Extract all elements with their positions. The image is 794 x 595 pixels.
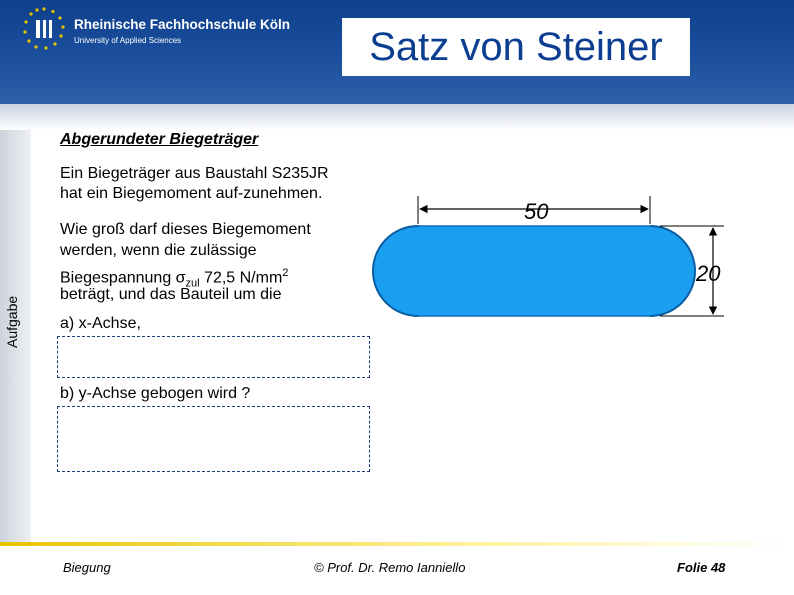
- task-text-line: werden, wenn die zulässige: [60, 242, 257, 259]
- task-text-line: beträgt, und das Bauteil um die: [60, 286, 282, 303]
- rfh-emblem-icon: [22, 6, 66, 52]
- university-subtitle: University of Applied Sciences: [74, 36, 182, 45]
- footer-topic: Biegung: [63, 560, 111, 575]
- stress-superscript: 2: [282, 267, 289, 279]
- item-a: a) x-Achse,: [60, 315, 141, 332]
- header-fade: [0, 104, 794, 130]
- side-label: Aufgabe: [4, 295, 20, 348]
- header-bar: [0, 0, 794, 104]
- university-logo: [22, 6, 291, 52]
- task-text-line: Ein Biegeträger aus Baustahl S235JR: [60, 165, 329, 182]
- task-text-line: hat ein Biegemoment auf-zunehmen.: [60, 185, 323, 202]
- footer-divider: [0, 542, 794, 546]
- item-b: b) y-Achse gebogen wird ?: [60, 385, 251, 402]
- stress-subscript: zul: [185, 277, 200, 290]
- stress-value: 72,5 N/mm: [199, 269, 283, 287]
- slide-title: Satz von Steiner: [342, 18, 690, 76]
- task-text-line: Wie groß darf dieses Biegemoment: [60, 221, 311, 238]
- height-label: 20: [696, 261, 721, 286]
- task-heading: Abgerundeter Biegeträger: [60, 131, 259, 148]
- answer-box-b[interactable]: [57, 406, 370, 472]
- width-label: 50: [524, 199, 549, 224]
- university-name: Rheinische Fachhochschule Köln: [74, 17, 291, 32]
- footer-slide-number: Folie 48: [677, 560, 726, 575]
- stress-text: Biegespannung σ: [60, 269, 186, 287]
- beam-cross-section-figure: [360, 188, 760, 338]
- answer-box-a[interactable]: [57, 336, 370, 378]
- footer-author: © Prof. Dr. Remo Ianniello: [314, 560, 466, 575]
- beam-shape: [373, 226, 695, 316]
